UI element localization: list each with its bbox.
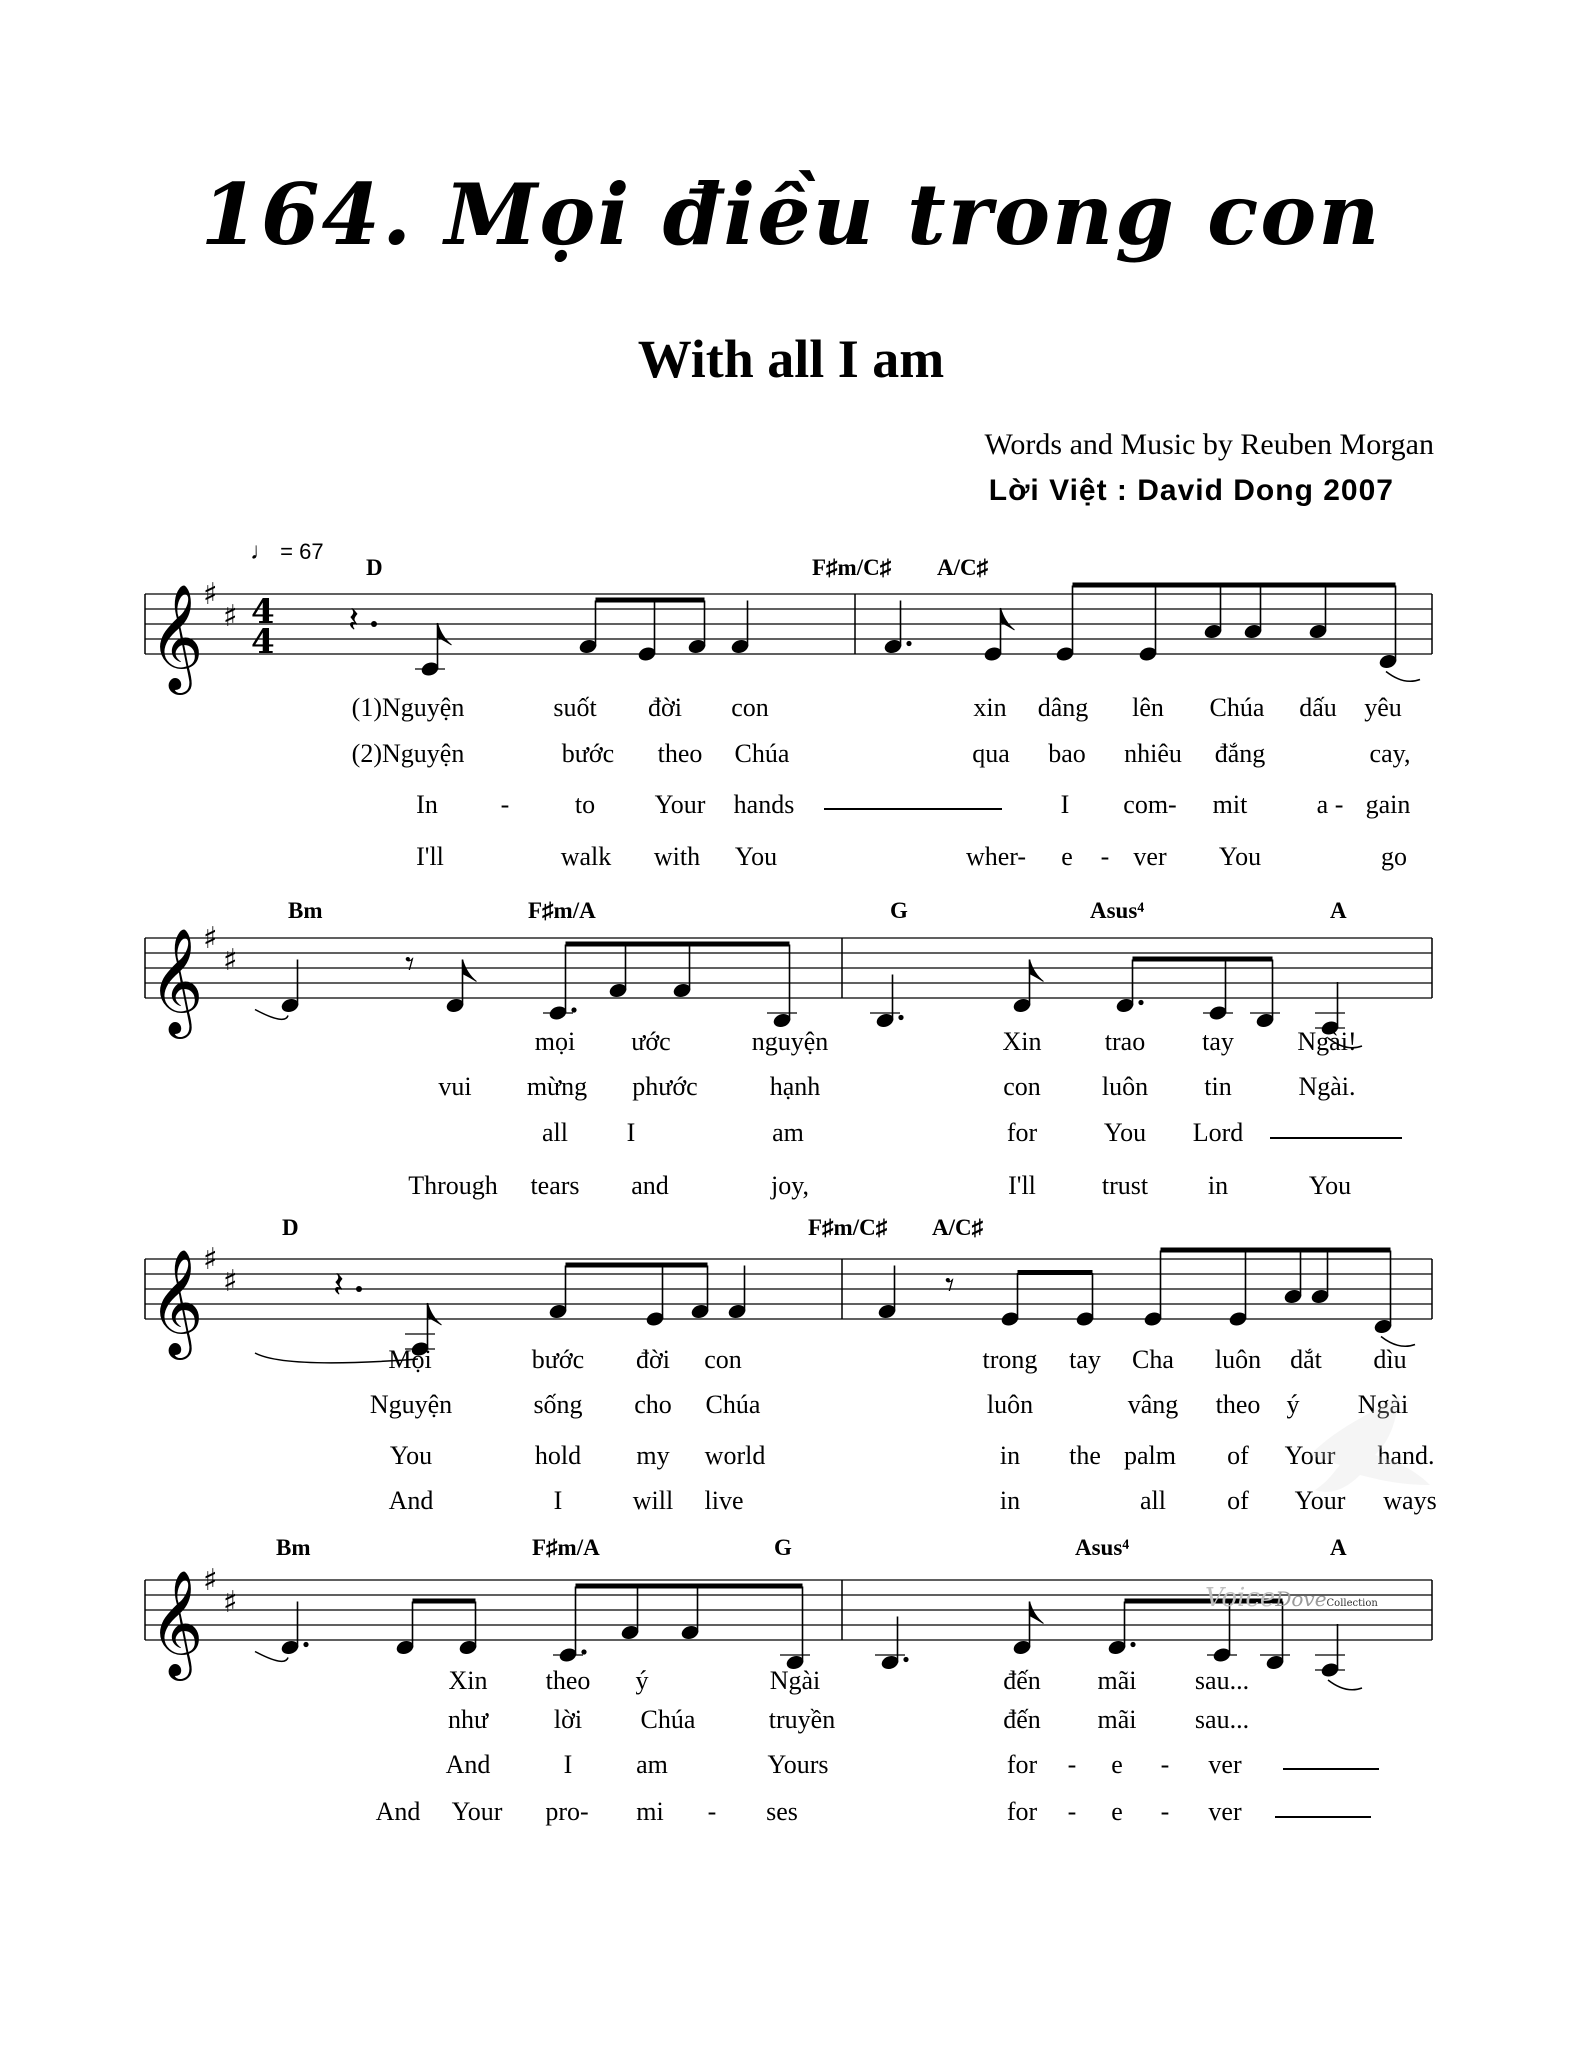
lyric-syllable: am <box>636 1750 668 1779</box>
lyric-syllable: con <box>704 1345 742 1374</box>
note-beam <box>413 1599 476 1604</box>
lyric-syllable: Cha <box>1132 1345 1174 1374</box>
sharp-f-icon: ♯ <box>203 1242 218 1277</box>
chord-symbol: G <box>774 1535 792 1560</box>
lyric-syllable: đến <box>1003 1666 1041 1695</box>
lyric-syllable: the <box>1069 1441 1101 1470</box>
lyric-syllable: mãi <box>1097 1666 1137 1695</box>
lyric-syllable: đời <box>648 693 682 722</box>
page-title-english: With all I am <box>637 329 945 389</box>
lyric-syllable: with <box>653 842 701 871</box>
lyric-syllable: - <box>500 790 510 819</box>
lyric-syllable: dắt <box>1290 1345 1322 1374</box>
lyric-syllable: như <box>447 1705 489 1734</box>
note-dot <box>571 1007 576 1012</box>
lyric-syllable: yêu <box>1364 693 1402 722</box>
lyric-syllable: qua <box>972 739 1010 768</box>
lyric-syllable: lên <box>1132 693 1164 722</box>
lyric-syllable: - <box>1100 842 1110 871</box>
time-signature-bottom: 4 <box>251 622 275 662</box>
lyric-syllable: mit <box>1212 790 1248 819</box>
lyric-syllable: hands <box>733 790 795 819</box>
treble-clef-icon: 𝄞 <box>149 1248 204 1355</box>
note-flag <box>428 1303 442 1325</box>
lyric-syllable: - <box>1160 1750 1170 1779</box>
lyric-syllable: ways <box>1383 1486 1437 1515</box>
lyric-syllable: go <box>1381 842 1407 871</box>
lyric-syllable: You <box>1308 1171 1352 1200</box>
lyric-syllable: You <box>389 1441 433 1470</box>
lyric-syllable: con <box>1003 1072 1041 1101</box>
lyric-syllable: You <box>1103 1118 1147 1147</box>
chord-symbol: F♯m/C♯ <box>812 555 892 580</box>
lyric-syllable: theo <box>1215 1390 1261 1419</box>
lyric-syllable: hạnh <box>769 1072 821 1101</box>
eighth-rest-icon: 𝄾 <box>945 1265 955 1306</box>
lyric-syllable: Your <box>1284 1441 1336 1470</box>
page-title-vietnamese: 164. Mọi điều trong con <box>200 165 1382 264</box>
lyric-syllable: And <box>388 1486 434 1515</box>
note-flag <box>438 623 452 645</box>
lyric-syllable: ver <box>1208 1750 1242 1779</box>
lyric-syllable: theo <box>545 1666 591 1695</box>
tie-arc <box>1386 672 1420 682</box>
lyric-syllable: lời <box>553 1705 583 1734</box>
watermark-suffix: Collection <box>1326 1598 1378 1609</box>
note-dot <box>903 1657 908 1662</box>
note-beam <box>1161 1248 1391 1253</box>
lyric-syllable: bao <box>1048 739 1086 768</box>
treble-clef-icon: 𝄞 <box>149 1569 204 1676</box>
tempo-value: = 67 <box>280 539 324 564</box>
lyric-syllable: for <box>1006 1797 1038 1826</box>
lyric-extender-line <box>1283 1768 1379 1770</box>
lyric-syllable: Ngài <box>769 1666 821 1695</box>
note-beam <box>1073 583 1396 588</box>
tie-arc <box>255 1010 288 1020</box>
note-dot <box>303 1642 308 1647</box>
lyric-syllable: Nguyện <box>369 1390 453 1419</box>
lyric-extender-line <box>824 808 1002 810</box>
lyric-syllable: Your <box>654 790 706 819</box>
lyric-syllable: in <box>1207 1171 1229 1200</box>
lyric-syllable: bước <box>561 739 615 768</box>
lyric-syllable: sau... <box>1194 1666 1250 1695</box>
tie-arc <box>1328 1680 1362 1690</box>
chord-symbol: F♯m/C♯ <box>808 1215 888 1240</box>
note-flag <box>1030 1602 1044 1624</box>
lyric-syllable: (1)Nguyện <box>351 693 465 722</box>
lyric-syllable: sống <box>533 1390 583 1419</box>
treble-clef-icon: 𝄞 <box>149 927 204 1034</box>
lyric-syllable: nhiêu <box>1124 739 1182 768</box>
quarter-rest-icon: 𝄽 <box>333 1265 345 1306</box>
lyric-syllable: cho <box>634 1390 672 1419</box>
sharp-f-icon: ♯ <box>203 921 218 956</box>
lyric-syllable: ý <box>1286 1390 1300 1419</box>
chord-symbol: G <box>890 898 908 923</box>
note-beam <box>596 598 705 603</box>
lyric-syllable: in <box>999 1441 1021 1470</box>
dove-watermark-icon <box>1300 1385 1440 1525</box>
lyric-syllable: vui <box>438 1072 472 1101</box>
lyric-syllable: pro- <box>545 1797 589 1826</box>
note-flag <box>1030 960 1044 982</box>
lyric-syllable: You <box>1218 842 1262 871</box>
lyric-syllable: world <box>704 1441 766 1470</box>
lyric-syllable: mừng <box>526 1072 588 1101</box>
lyric-syllable: Chúa <box>640 1705 696 1734</box>
lyric-syllable: And <box>375 1797 421 1826</box>
lyric-syllable: đắng <box>1214 739 1266 768</box>
lyric-syllable: com- <box>1123 790 1177 819</box>
note-flag <box>463 960 477 982</box>
lyric-syllable: Xin <box>448 1666 488 1695</box>
lyric-syllable: cay, <box>1369 739 1411 768</box>
lyric-syllable: joy, <box>770 1171 810 1200</box>
rest-dot <box>371 621 377 627</box>
lyric-syllable: I <box>553 1486 563 1515</box>
lyric-syllable: nguyện <box>751 1027 829 1056</box>
lyric-syllable: mi <box>636 1797 664 1826</box>
lyric-syllable: trong <box>982 1345 1038 1374</box>
lyric-syllable: in <box>999 1486 1021 1515</box>
lyric-syllable: Chúa <box>705 1390 761 1419</box>
lyric-syllable: I'll <box>416 842 444 871</box>
lyric-syllable: con <box>731 693 769 722</box>
lyric-syllable: - <box>1067 1750 1077 1779</box>
note-dot <box>898 1015 903 1020</box>
lyric-syllable: You <box>734 842 778 871</box>
lyric-syllable: to <box>574 790 596 819</box>
quarter-note-icon: ♩ <box>250 538 274 565</box>
lyric-syllable: tears <box>530 1171 580 1200</box>
chord-symbol: Asus⁴ <box>1090 898 1145 923</box>
lyric-syllable: dâng <box>1037 693 1089 722</box>
quarter-rest-icon: 𝄽 <box>348 600 360 641</box>
lyric-syllable: ý <box>635 1666 649 1695</box>
lyric-syllable: đời <box>636 1345 670 1374</box>
lyric-syllable: Chúa <box>1209 693 1265 722</box>
note-beam <box>566 942 790 947</box>
time-signature-top: 4 <box>251 592 275 632</box>
note-beam <box>1133 957 1273 962</box>
treble-clef-icon: 𝄞 <box>149 583 204 690</box>
lyric-syllable: (2)Nguyện <box>351 739 465 768</box>
composer-credit: Words and Music by Reuben Morgan <box>984 428 1434 461</box>
lyric-syllable: dấu <box>1299 693 1337 722</box>
lyric-syllable: bước <box>531 1345 585 1374</box>
note-flag <box>1001 608 1015 630</box>
lyric-syllable: ver <box>1133 842 1167 871</box>
lyric-syllable: And <box>445 1750 491 1779</box>
lyric-syllable: theo <box>657 739 703 768</box>
chord-symbol: A/C♯ <box>932 1215 984 1240</box>
note-dot <box>1130 1642 1135 1647</box>
lyric-syllable: trao <box>1104 1027 1146 1056</box>
lyric-syllable: Your <box>1294 1486 1346 1515</box>
chord-symbol: D <box>282 1215 299 1240</box>
chord-symbol: F♯m/A <box>532 1535 600 1560</box>
lyric-syllable: walk <box>560 842 612 871</box>
lyric-syllable: hold <box>534 1441 582 1470</box>
lyric-syllable: - <box>707 1797 717 1826</box>
lyric-syllable: will <box>632 1486 674 1515</box>
lyric-syllable: mãi <box>1097 1705 1137 1734</box>
lyric-extender-line <box>1275 1816 1371 1818</box>
lyric-syllable: truyền <box>768 1705 836 1734</box>
note-dot <box>581 1649 586 1654</box>
chord-symbol: D <box>366 555 383 580</box>
lyric-syllable: tin <box>1204 1072 1232 1101</box>
watermark-name: Dove <box>1275 1587 1327 1611</box>
lyric-syllable: phước <box>632 1072 698 1101</box>
chord-symbol: A <box>1330 1535 1347 1560</box>
lyric-syllable: vâng <box>1127 1390 1179 1419</box>
lyric-syllable: for <box>1006 1118 1038 1147</box>
lyric-syllable: Your <box>451 1797 503 1826</box>
note-dot <box>906 641 911 646</box>
lyric-syllable: for <box>1006 1750 1038 1779</box>
lyric-syllable: tay <box>1202 1027 1234 1056</box>
translator-credit: Lời Việt : David Dong 2007 <box>988 474 1394 507</box>
lyric-syllable: Ngài <box>1357 1390 1409 1419</box>
chord-symbol: Bm <box>276 1535 311 1560</box>
lyric-syllable: xin <box>973 693 1007 722</box>
lyric-syllable: Lord <box>1192 1118 1244 1147</box>
note-beam <box>566 1263 708 1268</box>
lyric-syllable: suốt <box>553 693 597 722</box>
lyric-syllable: Xin <box>1002 1027 1042 1056</box>
chord-symbol: Bm <box>288 898 323 923</box>
collection-watermark <box>1205 1583 1378 1613</box>
lyric-syllable: ses <box>766 1797 798 1826</box>
lyric-syllable: đến <box>1003 1705 1041 1734</box>
lyric-syllable: - <box>1067 1797 1077 1826</box>
lyric-syllable: all <box>542 1118 568 1147</box>
lyric-syllable: Chúa <box>734 739 790 768</box>
lyric-syllable: hand. <box>1377 1441 1435 1470</box>
eighth-rest-icon: 𝄾 <box>405 944 415 985</box>
lyric-syllable: I <box>563 1750 573 1779</box>
lyric-syllable: I <box>626 1118 636 1147</box>
lyric-syllable: luôn <box>1101 1072 1149 1101</box>
lyric-syllable: and <box>631 1171 669 1200</box>
lyric-syllable: Yours <box>767 1750 829 1779</box>
lyric-syllable: live <box>704 1486 744 1515</box>
sharp-c-icon: ♯ <box>223 943 238 978</box>
rest-dot <box>356 1286 362 1292</box>
lyric-syllable: e <box>1111 1750 1123 1779</box>
lyric-syllable: e <box>1061 842 1073 871</box>
lyric-syllable: sau... <box>1194 1705 1250 1734</box>
sharp-c-icon: ♯ <box>223 1264 238 1299</box>
chord-symbol: A/C♯ <box>937 555 989 580</box>
lyric-syllable: e <box>1111 1797 1123 1826</box>
lyric-syllable: In <box>416 790 438 819</box>
lyric-syllable: Through <box>408 1171 498 1200</box>
lyric-syllable: ver <box>1208 1797 1242 1826</box>
lyric-syllable: Mọi <box>388 1345 432 1374</box>
lyric-extender-line <box>1270 1137 1402 1139</box>
lyric-syllable: my <box>636 1441 670 1470</box>
lyric-syllable: a - <box>1316 790 1344 819</box>
lyric-syllable: I'll <box>1008 1171 1036 1200</box>
lyric-syllable: gain <box>1365 790 1411 819</box>
chord-symbol: Asus⁴ <box>1075 1535 1130 1560</box>
tie-arc <box>255 1652 288 1662</box>
note-dot <box>1138 1000 1143 1005</box>
lyric-syllable: mọi <box>534 1027 576 1056</box>
lyric-syllable: am <box>772 1118 804 1147</box>
lyric-syllable: wher- <box>965 842 1027 871</box>
lyric-syllable: I <box>1060 790 1070 819</box>
chord-symbol: A <box>1330 898 1347 923</box>
note-beam <box>1018 1270 1093 1275</box>
lyric-syllable: of <box>1227 1441 1249 1470</box>
lyric-syllable: dìu <box>1373 1345 1407 1374</box>
lyric-syllable: Ngài! <box>1297 1027 1357 1056</box>
lyric-syllable: Ngài. <box>1298 1072 1356 1101</box>
sharp-f-icon: ♯ <box>203 1563 218 1598</box>
lyric-syllable: of <box>1227 1486 1249 1515</box>
lyric-syllable: luôn <box>986 1390 1034 1419</box>
lyric-syllable: - <box>1160 1797 1170 1826</box>
lyric-syllable: palm <box>1124 1441 1176 1470</box>
lyric-syllable: tay <box>1069 1345 1101 1374</box>
chord-symbol: F♯m/A <box>528 898 596 923</box>
sharp-f-icon: ♯ <box>203 577 218 612</box>
lyric-syllable: trust <box>1101 1171 1149 1200</box>
lyric-syllable: luôn <box>1214 1345 1262 1374</box>
lyric-syllable: ước <box>631 1027 671 1056</box>
sharp-c-icon: ♯ <box>223 599 238 634</box>
watermark-prefix: Voice <box>1205 1583 1276 1613</box>
lyric-syllable: all <box>1140 1486 1166 1515</box>
sharp-c-icon: ♯ <box>223 1585 238 1620</box>
note-beam <box>576 1584 803 1589</box>
